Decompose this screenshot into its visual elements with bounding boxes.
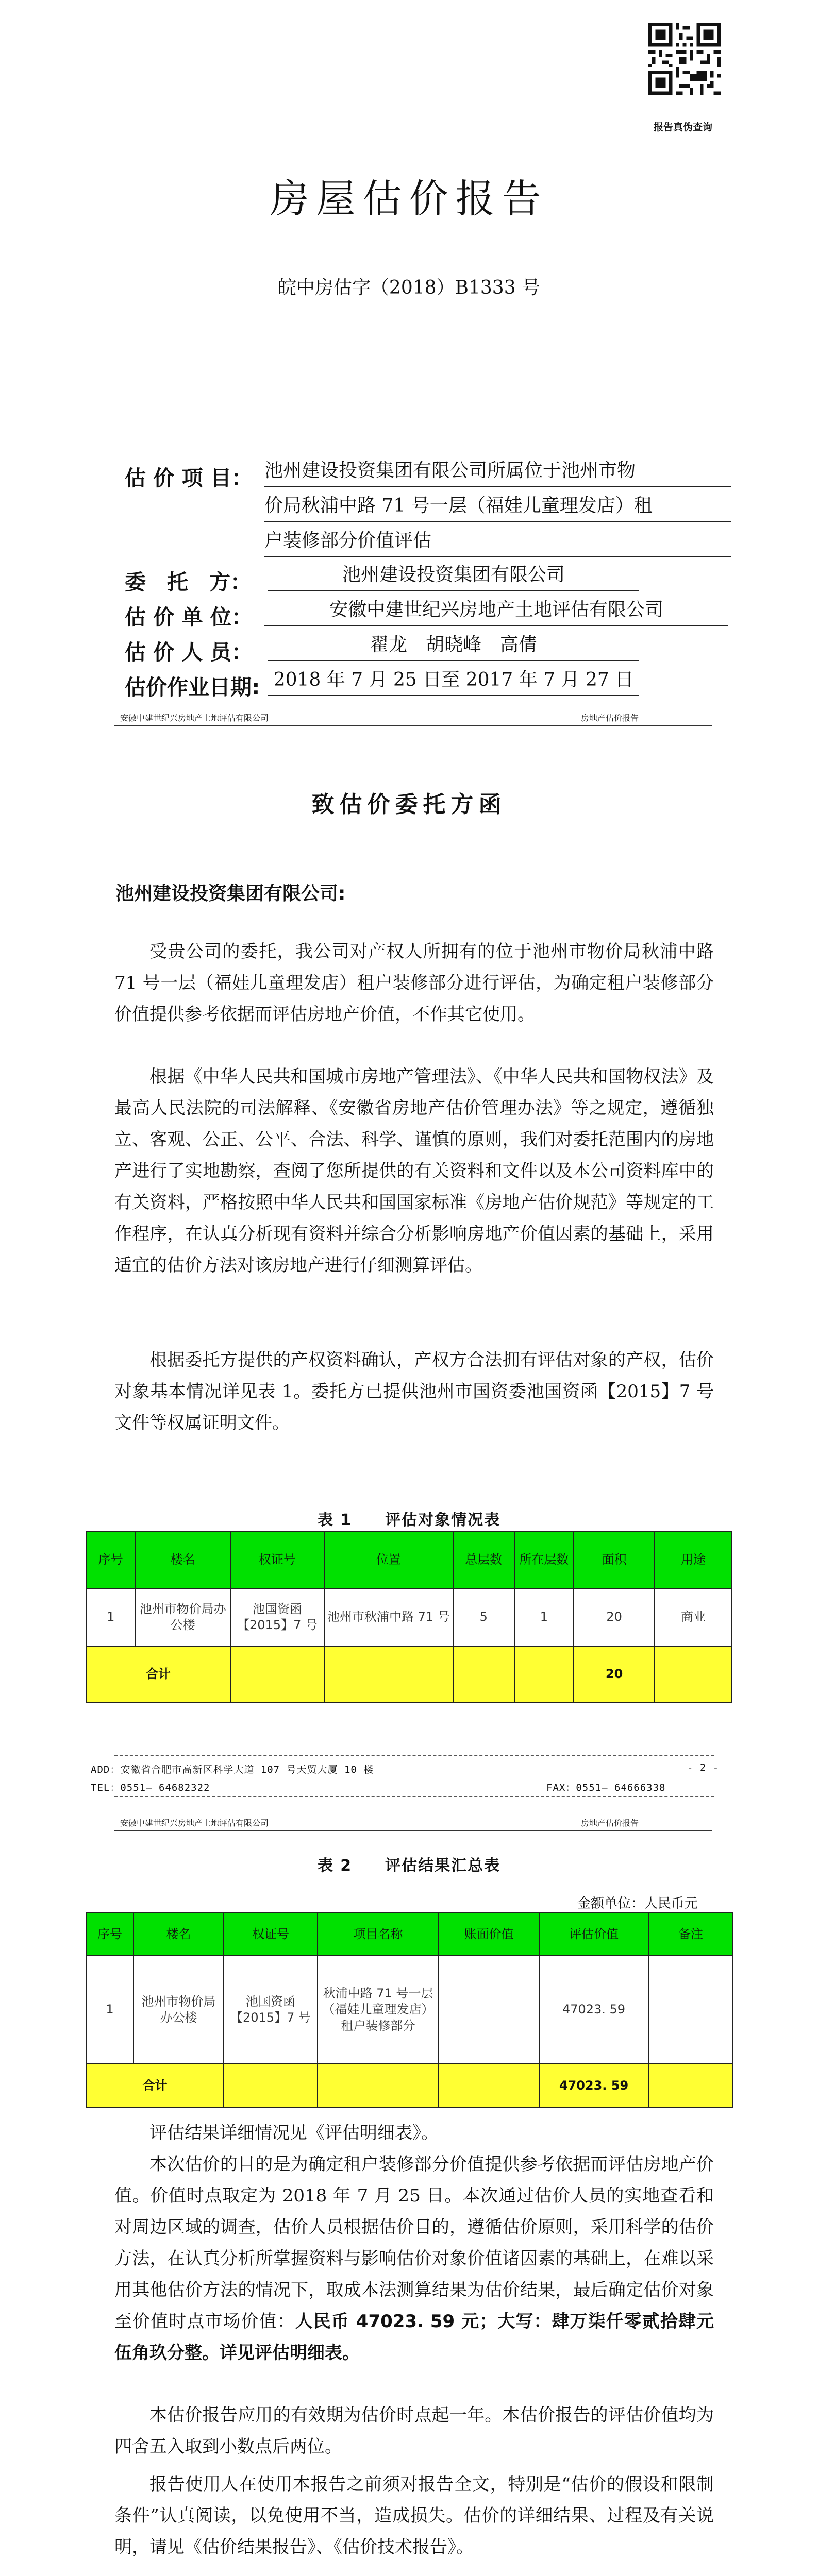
- appraiser-label: 估 价 单 位：: [125, 605, 253, 630]
- table1-header-cell: 所在层数: [514, 1532, 574, 1588]
- footer-address: ADD：安徽省合肥市高新区科学大道 107 号天贸大厦 10 楼: [91, 1764, 374, 1775]
- table1-header-cell: 楼名: [135, 1532, 230, 1588]
- table1-caption: 表 1 评估对象情况表: [317, 1511, 501, 1529]
- table2-total-row: [86, 2064, 733, 2108]
- staff-label: 估 价 人 员：: [125, 640, 253, 665]
- result-paragraph-2: [114, 2149, 714, 2369]
- table2-header-row: [86, 1913, 733, 1956]
- project-line-1: 池州建设投资集团有限公司所属位于池州市物: [264, 456, 731, 487]
- page-number: - 2 -: [687, 1762, 720, 1773]
- staff-value: 翟龙 胡晓峰 高倩: [268, 630, 639, 661]
- report-title: 房屋估价报告: [270, 176, 548, 222]
- table-row: [86, 1956, 733, 2064]
- table1-cell: 池州市物价局办公楼: [135, 1588, 230, 1646]
- qr-caption: 报告真伪查询: [654, 122, 713, 133]
- table1-header-cell: 用途: [655, 1532, 732, 1588]
- letter-paragraph-2: 根据《中华人民共和国城市房地产管理法》、《中华人民共和国物权法》及最高人民法院的司法解释、《安徽省房地产估价管理办法》等之规定，遵循独立、客观、公正、公平、合法、科学、谨慎的原则，我们对委托范围内的房地产进行了实地勘察，查阅了您所提供的有关资料和文件以及本公司资料库中的有关资料，严格按照中华人民共和国国家标准《房地产估价规范》等规定的工作程序，在认真分析现有资料并综合分析影响房地产价值因素的基础上，采用适宜的估价方法对该房地产进行仔细测算评估。: [114, 1066, 714, 1276]
- qr-code[interactable]: [648, 23, 721, 95]
- table2-total-label: 合计: [86, 2064, 224, 2108]
- table1-header-cell: 权证号: [230, 1532, 324, 1588]
- result-paragraph-2-text: 本次估价的目的是为确定租户装修部分价值提供参考依据而评估房地产价值。价值时点取定为 2018 年 7 月 25 日。本次通过估价人员的实地查看和对周边区域的调查，估价人员根据估价目的，遵循估价原则，采用科学的估价方法，在认真分析所掌握资料与影响估价对象价值诸因素的基础上，在难以采用其他估价方法的情况下，取成本法测算结果为估价结果，最后确定估价对象至价值时点市场价值：: [114, 2154, 714, 2332]
- result-paragraph-1: 评估结果详细情况见《评估明细表》。: [149, 2123, 439, 2143]
- table1-total-area: 20: [574, 1646, 655, 1703]
- table2-header-cell: 备注: [648, 1913, 733, 1956]
- table1-total-label: 合计: [86, 1646, 230, 1703]
- letter-paragraph-1: 受贵公司的委托，我公司对产权人所拥有的位于池州市物价局秋浦中路 71 号一层（福娃儿童理发店）租户装修部分进行评估，为确定租户装修部分价值提供参考依据而评估房地产价值，不作其它使用。: [114, 941, 714, 1025]
- header-rule: [114, 725, 712, 726]
- table2-header-cell: 楼名: [133, 1913, 224, 1956]
- table1-header-row: [86, 1532, 732, 1588]
- table2-header-cell: 评估价值: [539, 1913, 648, 1956]
- table1-cell: 商业: [655, 1588, 732, 1646]
- table2-header-cell: 序号: [86, 1913, 133, 1956]
- table1-cell: 池国资函【2015】7 号: [230, 1588, 324, 1646]
- running-header-left: 安徽中建世纪兴房地产土地评估有限公司: [120, 1818, 269, 1828]
- table1-header-cell: 序号: [86, 1532, 135, 1588]
- footer-tel: TEL：0551— 64682322: [91, 1782, 210, 1793]
- footer-rule: [114, 1755, 714, 1756]
- footer-rule: [114, 1796, 714, 1797]
- table2-total-value: 47023. 59: [539, 2064, 648, 2108]
- running-header-right: 房地产估价报告: [581, 713, 639, 723]
- table2-cell: [439, 1956, 539, 2064]
- table2-caption: 表 2 评估结果汇总表: [317, 1857, 501, 1875]
- unit-note: 金额单位：人民币元: [577, 1896, 698, 1911]
- letter-paragraph-3: 根据委托方提供的产权资料确认，产权方合法拥有评估对象的产权，估价对象基本情况详见表 1。委托方已提供池州市国资委池国资函【2015】7 号文件等权属证明文件。: [114, 1350, 714, 1433]
- table2-header-cell: 项目名称: [318, 1913, 439, 1956]
- date-value: 2018 年 7 月 25 日至 2017 年 7 月 27 日: [268, 665, 639, 696]
- report-number: 皖中房估字（2018）B1333 号: [277, 277, 541, 298]
- table1-total-row: [86, 1646, 732, 1703]
- table1-header-cell: 总层数: [453, 1532, 514, 1588]
- table2-cell: 池州市物价局办公楼: [133, 1956, 224, 2064]
- running-header-right: 房地产估价报告: [581, 1818, 639, 1828]
- letter-title: 致估价委托方函: [311, 791, 507, 818]
- table2-cell: 47023. 59: [539, 1956, 648, 2064]
- header-rule: [114, 1830, 712, 1831]
- date-label: 估价作业日期:: [125, 675, 260, 700]
- addressee: 池州建设投资集团有限公司:: [115, 883, 346, 904]
- table1-cell: 20: [574, 1588, 655, 1646]
- table1-cell: 1: [86, 1588, 135, 1646]
- project-label: 估 价 项 目：: [125, 466, 253, 490]
- table1-header-cell: 面积: [574, 1532, 655, 1588]
- running-header-left: 安徽中建世纪兴房地产土地评估有限公司: [120, 713, 269, 723]
- appraiser-value: 安徽中建世纪兴房地产土地评估有限公司: [264, 595, 728, 626]
- result-paragraph-3: 本估价报告应用的有效期为估价时点起一年。本估价报告的评估价值均为四舍五入取到小数点后两位。: [114, 2405, 714, 2457]
- project-line-2: 价局秋浦中路 71 号一层（福娃儿童理发店）租: [264, 491, 731, 522]
- table1-cell: 池州市秋浦中路 71 号: [324, 1588, 453, 1646]
- result-paragraph-4: 报告使用人在使用本报告之前须对报告全文，特别是“估价的假设和限制条件”认真阅读，以免使用不当，造成损失。估价的详细结果、过程及有关说明，请见《估价结果报告》、《估价技术报告》。: [114, 2474, 714, 2557]
- table2-cell: 池国资函【2015】7 号: [224, 1956, 318, 2064]
- table1-header-cell: 位置: [324, 1532, 453, 1588]
- table2-header-cell: 账面价值: [439, 1913, 539, 1956]
- project-line-3: 户装修部分价值评估: [264, 526, 731, 557]
- table2-cell: 1: [86, 1956, 133, 2064]
- table-row: [86, 1588, 732, 1646]
- client-label: 委 托 方：: [125, 570, 252, 595]
- appraised-value-statement: 人民币 47023. 59 元；大写：肆万柒仟零贰拾肆元伍角玖分整。详见评估明细表。: [114, 2311, 714, 2363]
- table2-cell: [648, 1956, 733, 2064]
- table1-cell: 1: [514, 1588, 574, 1646]
- table2-header-cell: 权证号: [224, 1913, 318, 1956]
- table2-cell: 秋浦中路 71 号一层（福娃儿童理发店）租户装修部分: [318, 1956, 439, 2064]
- result-table: [86, 1912, 733, 2108]
- client-value: 池州建设投资集团有限公司: [268, 560, 639, 591]
- table1-cell: 5: [453, 1588, 514, 1646]
- property-table: [86, 1531, 732, 1703]
- footer-fax: FAX：0551— 64666338: [546, 1782, 666, 1793]
